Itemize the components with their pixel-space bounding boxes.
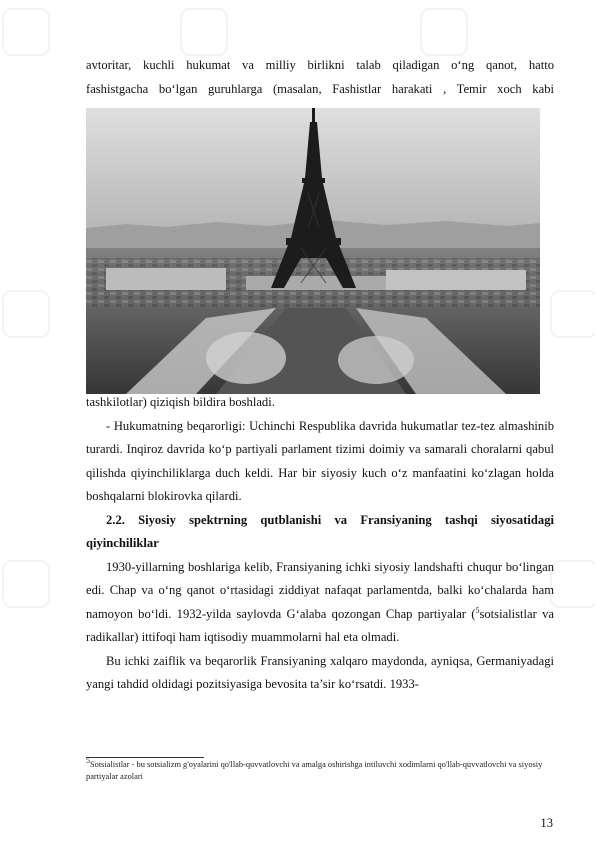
paragraph-text: 1930-yillarning boshlariga kelib, Fransiyaning ichki siyosiy landshafti chuqur bo‘lingan edi. Chap va o‘ng qanot o‘rtasidagi ziddiyat nafaqat parlamentda, balki ko‘chalarda ham namoyon bo‘ldi. 1932-yilda saylovda G‘alaba qozongan Chap partiyalar ( <box>86 559 554 621</box>
footnote-text: Sotsialistlar - bu sotsializm g'oyalarini qo'llab-quvvatlovchi va amalga oshirishga intiluvchi xodimlarni qo'llab-quvvatlovchi va siyosiy partiyalar azolari <box>86 760 543 781</box>
footnote-divider <box>86 757 204 758</box>
watermark-shape <box>550 290 595 338</box>
main-text <box>86 391 554 697</box>
watermark-shape <box>420 8 468 56</box>
text-line: avtoritar, kuchli hukumat va milliy birlikni talab qiladigan o‘ng qanot, hatto <box>86 58 554 72</box>
footnote-marker: 5 <box>475 605 480 615</box>
watermark-shape <box>550 560 595 608</box>
paragraph <box>86 556 554 650</box>
paragraph-text: sotsialistlar va radikallar) ittifoqi ham iqtisodiy muammolarni hal eta olmadi. <box>86 606 554 644</box>
text-line: fashistgacha bo‘lgan guruhlarga (masalan, Fashistlar harakati , Temir xoch kabi <box>86 81 554 96</box>
paragraph: - Hukumatning beqarorligi: Uchinchi Respublika davrida hukumatlar tez-tez almashinib turardi. Inqiroz davrida ko‘p partiyali parlament tizimi doimiy va samarali choralarni qabul qilishda qiyinchiliklarga duch keldi. Har bir siyosiy kuch o‘z manfaatini ko‘zlagan holda boshqalarni blokirovka qilardi. <box>86 418 554 503</box>
watermark-shape <box>2 560 50 608</box>
watermark-shape <box>180 8 228 56</box>
text-line: tashkilotlar) qiziqish bildira boshladi. <box>86 395 275 409</box>
section-heading: 2.2. Siyosiy spektrning qutblanishi va Fransiyaning tashqi siyosatidagi qiyinchiliklar <box>86 512 554 550</box>
top-lines <box>86 54 554 101</box>
photo-drawing <box>86 108 540 394</box>
watermark-shape <box>2 8 50 56</box>
footnote <box>86 756 556 783</box>
footnote-marker: 5 <box>86 756 90 766</box>
page-number: 13 <box>540 816 553 830</box>
eiffel-tower-photo <box>86 108 540 394</box>
paragraph: Bu ichki zaiflik va beqarorlik Fransiyaning xalqaro maydonda, ayniqsa, Germaniyadagi yangi tahdid oldidagi pozitsiyasiga bevosita ta’sir ko‘rsatdi. 1933- <box>86 653 554 691</box>
watermark-shape <box>2 290 50 338</box>
